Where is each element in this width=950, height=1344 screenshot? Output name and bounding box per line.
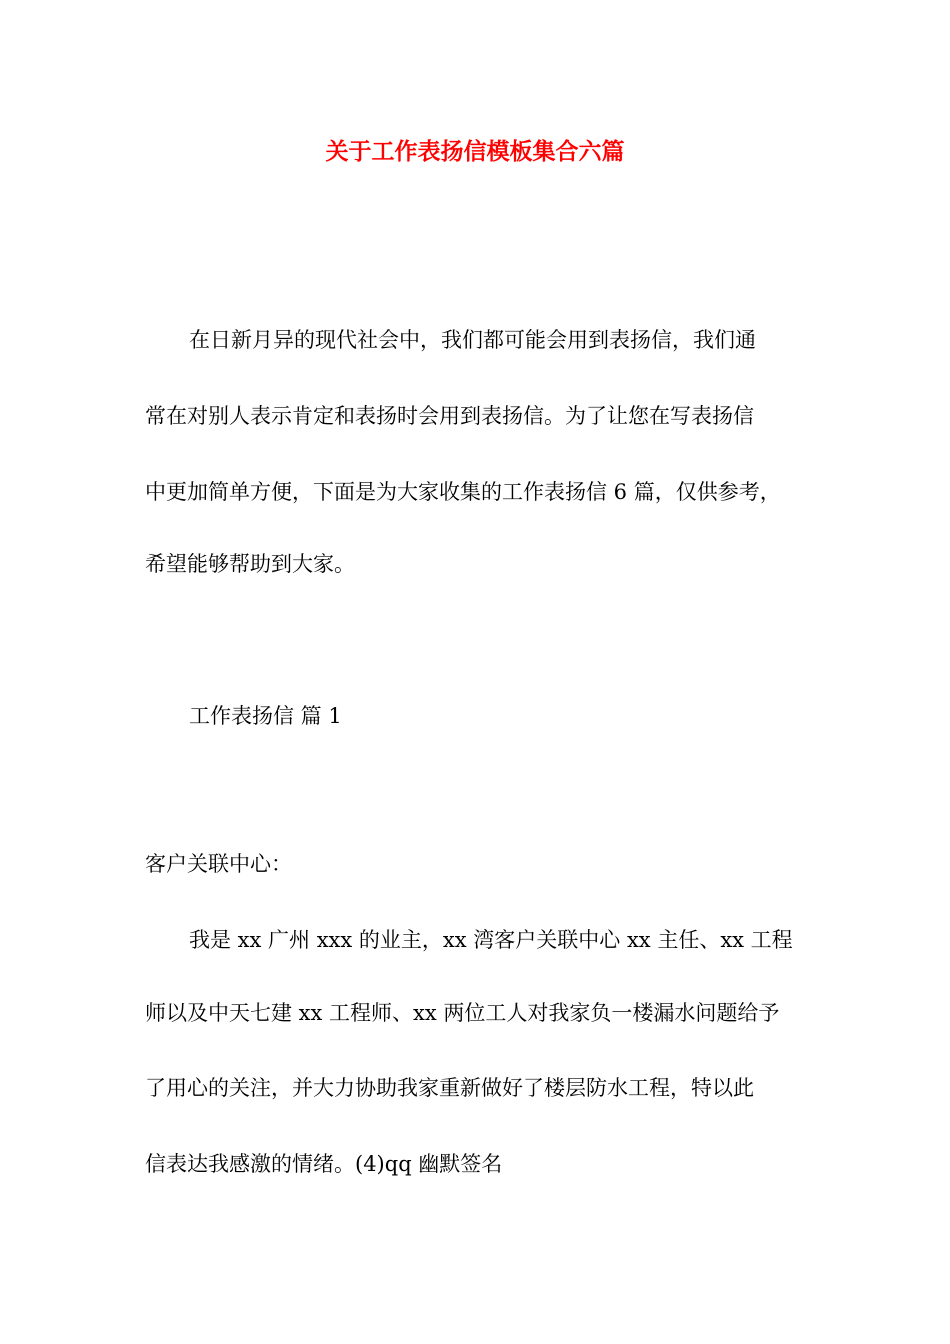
body-line-1: 我是 xx 广州 xxx 的业主，xx 湾客户关联中心 xx 主任、xx 工程 [189,928,793,952]
body-line-2: 师以及中天七建 xx 工程师、xx 两位工人对我家负一楼漏水问题给予 [145,1001,780,1025]
intro-line-1: 在日新月异的现代社会中，我们都可能会用到表扬信，我们通 [189,328,756,352]
body-line-4: 信表达我感激的情绪。(4)qq 幽默签名 [145,1152,503,1176]
salutation: 客户关联中心： [145,852,292,876]
body-line-3: 了用心的关注，并大力协助我家重新做好了楼层防水工程，特以此 [145,1076,754,1100]
document-title: 关于工作表扬信模板集合六篇 [325,139,625,165]
intro-line-4: 希望能够帮助到大家。 [145,552,355,576]
intro-line-2: 常在对别人表示肯定和表扬时会用到表扬信。为了让您在写表扬信 [145,404,754,428]
intro-line-3: 中更加简单方便，下面是为大家收集的工作表扬信 6 篇，仅供参考， [145,480,781,504]
section-heading: 工作表扬信 篇 1 [189,704,342,728]
